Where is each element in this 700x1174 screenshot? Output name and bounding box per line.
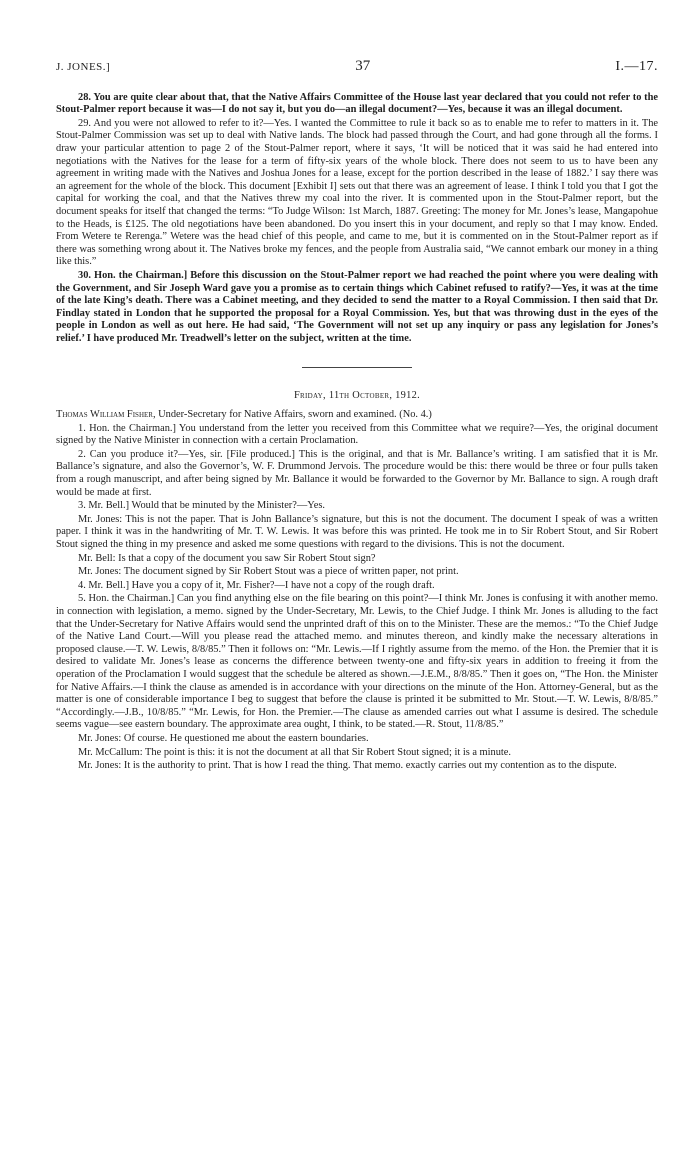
statement-paragraph: Mr. Jones: Of course. He questioned me about the eastern boundaries. [78, 732, 369, 744]
document-reference: I.—17. [615, 59, 658, 74]
statement-paragraph: Mr. McCallum: The point is this: it is not the document at all that Sir Robert Stout signed; it is a minute. [78, 746, 512, 758]
question-paragraph: 2. Can you produce it?—Yes, sir. [File produced.] This is the original, and that is Mr. Ballance’s writing. I am satisfied that it is Mr. Ballance’s signature, and also the Governor’s, W. F. Drummond Jervois. The procedure would be this: there would be three or four pulls taken from a rough manuscript, and after being signed by Mr. Ballance it would be forwarded to the Governor by Mr. Ballance to sign. A rough draft would be made at first. [56, 448, 658, 498]
witness-heading [56, 409, 658, 422]
statement-paragraph: Mr. Bell: Is that a copy of the document you saw Sir Robert Stout sign? [78, 552, 376, 564]
question-paragraph: 30. Hon. the Chairman.] Before this discussion on the Stout-Palmer report we had reached the point where you were dealing with the Government, and Sir Joseph Ward gave you a promise as to certain things which Cabinet refused to ratify?—Yes, it was at the time of the late King’s death. There was a Cabinet meeting, and they decided to send the matter to a Royal Commission. I then said that Dr. Findlay stated in London that he supported the proposal for a Royal Commission. Yes, but that was throwing dust in the eyes of the people in London as well as out here. He had said, ‘The Government will not set up any inquiry or pass any legislation for Jones’s relief.’ I have produced Mr. Treadwell’s letter on the subject, written at the time. [56, 269, 658, 344]
statement-paragraph: Mr. Jones: The document signed by Sir Robert Stout was a piece of written paper, not print. [78, 566, 459, 578]
witness-name: Thomas William Fisher, [56, 409, 156, 421]
header-witness-name: J. JONES.] [56, 61, 111, 73]
statement-paragraph: Mr. Jones: This is not the paper. That is John Ballance’s signature, but this is not the document. The document I speak of was a written paper. I think it was in the handwriting of Mr. T. W. Lewis. It was before this was printed. He took me in to Sir Robert Stout, and Sir Robert Stout signed the thing in my presence and asked me some questions with regard to the divisions. This is not the document. [56, 513, 658, 550]
question-paragraph: 5. Hon. the Chairman.] Can you find anything else on the file bearing on this point?—I think Mr. Jones is confusing it with another memo. in connection with legislation, a memo. signed by the Under-Secretary, Mr. Lewis, to the Chief Judge. I think Mr. Jones is alluding to the fact that the Under-Secretary for Native Affairs would send the unprinted draft of this on to the Minister. These are the memos.: “To the Chief Judge of the Native Land Court.—Will you please read the attached memo. and minutes thereon, and kindly make the necessary alterations in proposed clause.—T. W. Lewis, 8/8/85.” Then it follows on: “Mr. Lewis.—If I rightly assume from the memo. of the Hon. the Premier that it is desired to validate Mr. Jones’s lease as concerns the difference between twenty-one and fifty-six years in addition to freeing it from the operation of the Proclamation I would suggest that the schedule be altered as shown.—J.E.M., 8/8/85.” Then it goes on, “The Hon. the Minister for Native Affairs.—I think the clause as amended is in accordance with your directions on the minute of the Hon. Attorney-General, but as the matter is one of considerable importance I beg to suggest that before the clause is printed it be submitted to Mr. Stout.—T. W. Lewis, 8/8/85.” “Accordingly.—J.B., 10/8/85.” “Mr. Lewis, for Hon. the Premier.—The clause as amended carries out what I assume is desired. The schedule seems vague—see eastern boundary. The approximate area ought, I think, to be stated.—R. Stout, 11/8/85.” [56, 593, 658, 731]
page-header [56, 60, 658, 74]
witness-description: Under-Secretary for Native Affairs, sworn and examined. (No. 4.) [158, 409, 432, 421]
question-paragraph: 4. Mr. Bell.] Have you a copy of it, Mr. Fisher?—I have not a copy of the rough draft. [78, 579, 435, 591]
question-paragraph: 3. Mr. Bell.] Would that be minuted by the Minister?—Yes. [78, 500, 325, 512]
testimony-section-2 [56, 423, 658, 773]
section-divider [302, 367, 412, 368]
testimony-section-1 [56, 92, 658, 346]
question-paragraph: 29. And you were not allowed to refer to it?—Yes. I wanted the Committee to rule it back so as to enable me to refer to matters in it. The Stout-Palmer Commission was set up to deal with Native lands. The block had passed through the Court, and had gone through all the forms. I draw your particular attention to page 2 of the Stout-Palmer report, where it says, ‘It will be noticed that it was said he had entered into negotiations with the Natives for the lease for a term of fifty-six years of the whole block. There does not seem to us to have been any agreement in writing made with the Natives and Joshua Jones for a lease, except for the portion described in the lease of 1882.’ I say there was an agreement for the whole of the block. This document [Exhibit I] sets out that there was an agreement of lease. I think I told you that I got the capital for working the coal, and that the Natives threw my coal into the river. It is commented upon in the Stout-Palmer report, but the document speaks for itself that changed the terms: “To Judge Wilson: 1st March, 1887. Greeting: The money for Mr. Jones’s lease, Mangapohue to the Heads, is £125. The old negotiations have been abandoned. Do you insert this in your document, and reply so that I may know. Ended. From Wetere te Rerenga.” Wetere was the head chief of this people, and came to me, but it is commented on in the Stout-Palmer report as if there was something wrong about it. The Natives broke my fences, and the people from Australia said, “We cannot embark our money in a thing like this.” [56, 117, 658, 268]
page-number: 37 [355, 58, 371, 74]
question-paragraph: 1. Hon. the Chairman.] You understand from the letter you received from this Committee what we require?—Yes, the original document signed by the Native Minister in connection with a certain Proclamation. [56, 422, 658, 447]
session-date: Friday, 11th October, 1912. [293, 390, 421, 402]
question-paragraph: 28. You are quite clear about that, that the Native Affairs Committee of the House last year declared that you could not refer to the Stout-Palmer report because it was—I do not say it, but you do—an illegal document?—Yes, because it was an illegal document. [56, 91, 658, 116]
statement-paragraph: Mr. Jones: It is the authority to print. That is how I read the thing. That memo. exactly carries out my contention as to the dispute. [78, 760, 617, 772]
